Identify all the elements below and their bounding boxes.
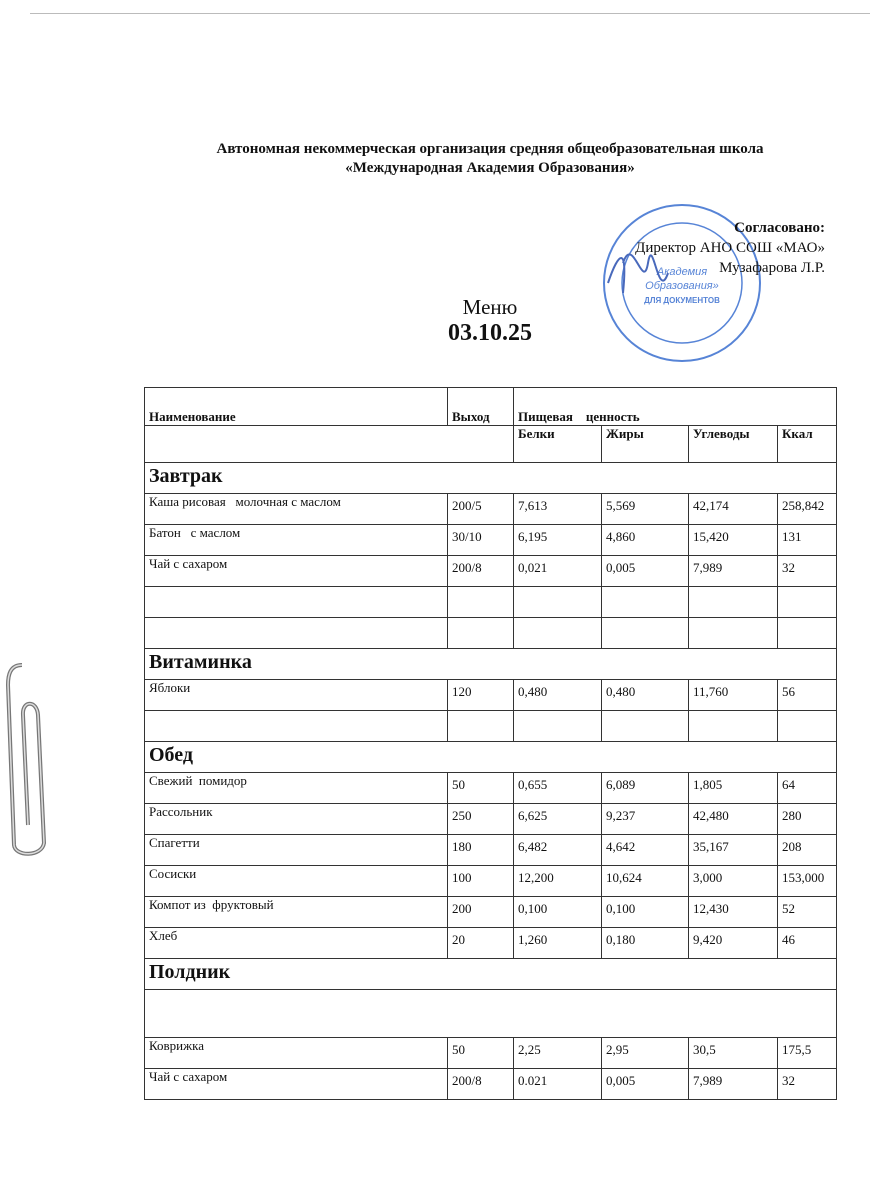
- dish-name-cell: Батон с маслом: [145, 525, 448, 556]
- carbs-cell: 35,167: [689, 835, 778, 866]
- fat-cell: 4,860: [602, 525, 689, 556]
- output-cell: 180: [448, 835, 514, 866]
- output-cell: 50: [448, 773, 514, 804]
- protein-cell: 0,100: [514, 897, 602, 928]
- protein-cell: 2,25: [514, 1038, 602, 1069]
- organization-header: [100, 140, 873, 178]
- protein-cell: 0,480: [514, 680, 602, 711]
- output-cell: [448, 618, 514, 649]
- svg-text:Академия: Академия: [656, 266, 708, 278]
- carbs-cell: 15,420: [689, 525, 778, 556]
- output-cell: 120: [448, 680, 514, 711]
- kcal-cell: 46: [778, 928, 837, 959]
- carbs-cell: 1,805: [689, 773, 778, 804]
- menu-date: 03.10.25: [448, 320, 532, 346]
- approval-block: [635, 218, 825, 278]
- protein-cell: 0.021: [514, 1069, 602, 1100]
- menu-title: Меню: [462, 295, 518, 319]
- table-row: [145, 587, 837, 618]
- svg-text:Образования»: Образования»: [645, 280, 719, 292]
- section-title: Витаминка: [145, 649, 837, 680]
- dish-name-cell: Каша рисовая молочная с маслом: [145, 494, 448, 525]
- table-row: [145, 556, 837, 587]
- protein-cell: 6,482: [514, 835, 602, 866]
- fat-cell: 9,237: [602, 804, 689, 835]
- table-row: [145, 804, 837, 835]
- fat-cell: [602, 587, 689, 618]
- kcal-cell: [778, 618, 837, 649]
- fat-cell: 0,480: [602, 680, 689, 711]
- fat-cell: 5,569: [602, 494, 689, 525]
- fat-cell: 0,005: [602, 556, 689, 587]
- kcal-cell: 64: [778, 773, 837, 804]
- table-row: [145, 1069, 837, 1100]
- output-cell: 50: [448, 1038, 514, 1069]
- dish-name-cell: Спагетти: [145, 835, 448, 866]
- approval-position: Директор АНО СОШ «МАО»: [635, 240, 825, 256]
- blank-cell: [145, 990, 837, 1038]
- header-name: Наименование: [145, 388, 448, 426]
- kcal-cell: 32: [778, 1069, 837, 1100]
- section-title: Завтрак: [145, 463, 837, 494]
- kcal-cell: 280: [778, 804, 837, 835]
- protein-cell: [514, 711, 602, 742]
- dish-name-cell: Коврижка: [145, 1038, 448, 1069]
- dish-name-cell: [145, 618, 448, 649]
- protein-cell: 6,195: [514, 525, 602, 556]
- approval-title: Согласовано:: [734, 220, 825, 236]
- output-cell: 200: [448, 897, 514, 928]
- carbs-cell: [689, 711, 778, 742]
- carbs-cell: 7,989: [689, 556, 778, 587]
- dish-name-cell: Сосиски: [145, 866, 448, 897]
- kcal-cell: 56: [778, 680, 837, 711]
- protein-cell: [514, 618, 602, 649]
- output-cell: 200/8: [448, 1069, 514, 1100]
- kcal-cell: 208: [778, 835, 837, 866]
- carbs-cell: 7,989: [689, 1069, 778, 1100]
- protein-cell: 12,200: [514, 866, 602, 897]
- kcal-cell: 32: [778, 556, 837, 587]
- table-row: [145, 494, 837, 525]
- org-line-1: Автономная некоммерческая организация средняя общеобразовательная школа: [216, 141, 764, 157]
- approval-name: Музафарова Л.Р.: [719, 260, 825, 276]
- dish-name-cell: Чай с сахаром: [145, 556, 448, 587]
- fat-cell: 0,180: [602, 928, 689, 959]
- protein-cell: 0,655: [514, 773, 602, 804]
- fat-cell: 10,624: [602, 866, 689, 897]
- carbs-cell: [689, 618, 778, 649]
- carbs-cell: [689, 587, 778, 618]
- table-row: [145, 866, 837, 897]
- blank-row: [145, 990, 837, 1038]
- fat-cell: [602, 711, 689, 742]
- header-blank: [145, 426, 514, 463]
- fat-cell: 4,642: [602, 835, 689, 866]
- carbs-cell: 30,5: [689, 1038, 778, 1069]
- protein-cell: 0,021: [514, 556, 602, 587]
- header-fat: Жиры: [602, 426, 689, 463]
- menu-title-block: [400, 295, 580, 347]
- carbs-cell: 12,430: [689, 897, 778, 928]
- kcal-cell: 258,842: [778, 494, 837, 525]
- section-title: Полдник: [145, 959, 837, 990]
- table-row: [145, 897, 837, 928]
- table-row: [145, 835, 837, 866]
- section-title: Обед: [145, 742, 837, 773]
- section-row: [145, 649, 837, 680]
- kcal-cell: 131: [778, 525, 837, 556]
- carbs-cell: 3,000: [689, 866, 778, 897]
- carbs-cell: 42,174: [689, 494, 778, 525]
- dish-name-cell: Чай с сахаром: [145, 1069, 448, 1100]
- fat-cell: 0,100: [602, 897, 689, 928]
- header-protein: Белки: [514, 426, 602, 463]
- protein-cell: 6,625: [514, 804, 602, 835]
- fat-cell: [602, 618, 689, 649]
- output-cell: [448, 587, 514, 618]
- dish-name-cell: Хлеб: [145, 928, 448, 959]
- output-cell: 100: [448, 866, 514, 897]
- output-cell: 250: [448, 804, 514, 835]
- table-row: [145, 525, 837, 556]
- dish-name-cell: [145, 587, 448, 618]
- fat-cell: 2,95: [602, 1038, 689, 1069]
- scan-edge-line: [30, 13, 870, 14]
- section-row: [145, 959, 837, 990]
- carbs-cell: 9,420: [689, 928, 778, 959]
- table-row: [145, 773, 837, 804]
- kcal-cell: [778, 711, 837, 742]
- dish-name-cell: Свежий помидор: [145, 773, 448, 804]
- output-cell: 200/8: [448, 556, 514, 587]
- output-cell: 200/5: [448, 494, 514, 525]
- table-row: [145, 928, 837, 959]
- header-output: Выход: [448, 388, 514, 426]
- dish-name-cell: Рассольник: [145, 804, 448, 835]
- carbs-cell: 42,480: [689, 804, 778, 835]
- output-cell: [448, 711, 514, 742]
- output-cell: 30/10: [448, 525, 514, 556]
- protein-cell: 7,613: [514, 494, 602, 525]
- protein-cell: 1,260: [514, 928, 602, 959]
- table-row: [145, 618, 837, 649]
- dish-name-cell: [145, 711, 448, 742]
- header-carbs: Углеводы: [689, 426, 778, 463]
- kcal-cell: [778, 587, 837, 618]
- fat-cell: 0,005: [602, 1069, 689, 1100]
- kcal-cell: 52: [778, 897, 837, 928]
- kcal-cell: 175,5: [778, 1038, 837, 1069]
- menu-table: [144, 387, 837, 1100]
- table-row: [145, 1038, 837, 1069]
- header-kcal: Ккал: [778, 426, 837, 463]
- dish-name-cell: Компот из фруктовый: [145, 897, 448, 928]
- output-cell: 20: [448, 928, 514, 959]
- kcal-cell: 153,000: [778, 866, 837, 897]
- dish-name-cell: Яблоки: [145, 680, 448, 711]
- fat-cell: 6,089: [602, 773, 689, 804]
- protein-cell: [514, 587, 602, 618]
- org-line-2: «Международная Академия Образования»: [345, 160, 635, 176]
- table-row: [145, 711, 837, 742]
- section-row: [145, 463, 837, 494]
- section-row: [145, 742, 837, 773]
- table-row: [145, 680, 837, 711]
- svg-text:ДЛЯ ДОКУМЕНТОВ: ДЛЯ ДОКУМЕНТОВ: [644, 296, 720, 305]
- header-nutrition: Пищевая ценность: [514, 388, 837, 426]
- paperclip-icon: [2, 655, 52, 860]
- carbs-cell: 11,760: [689, 680, 778, 711]
